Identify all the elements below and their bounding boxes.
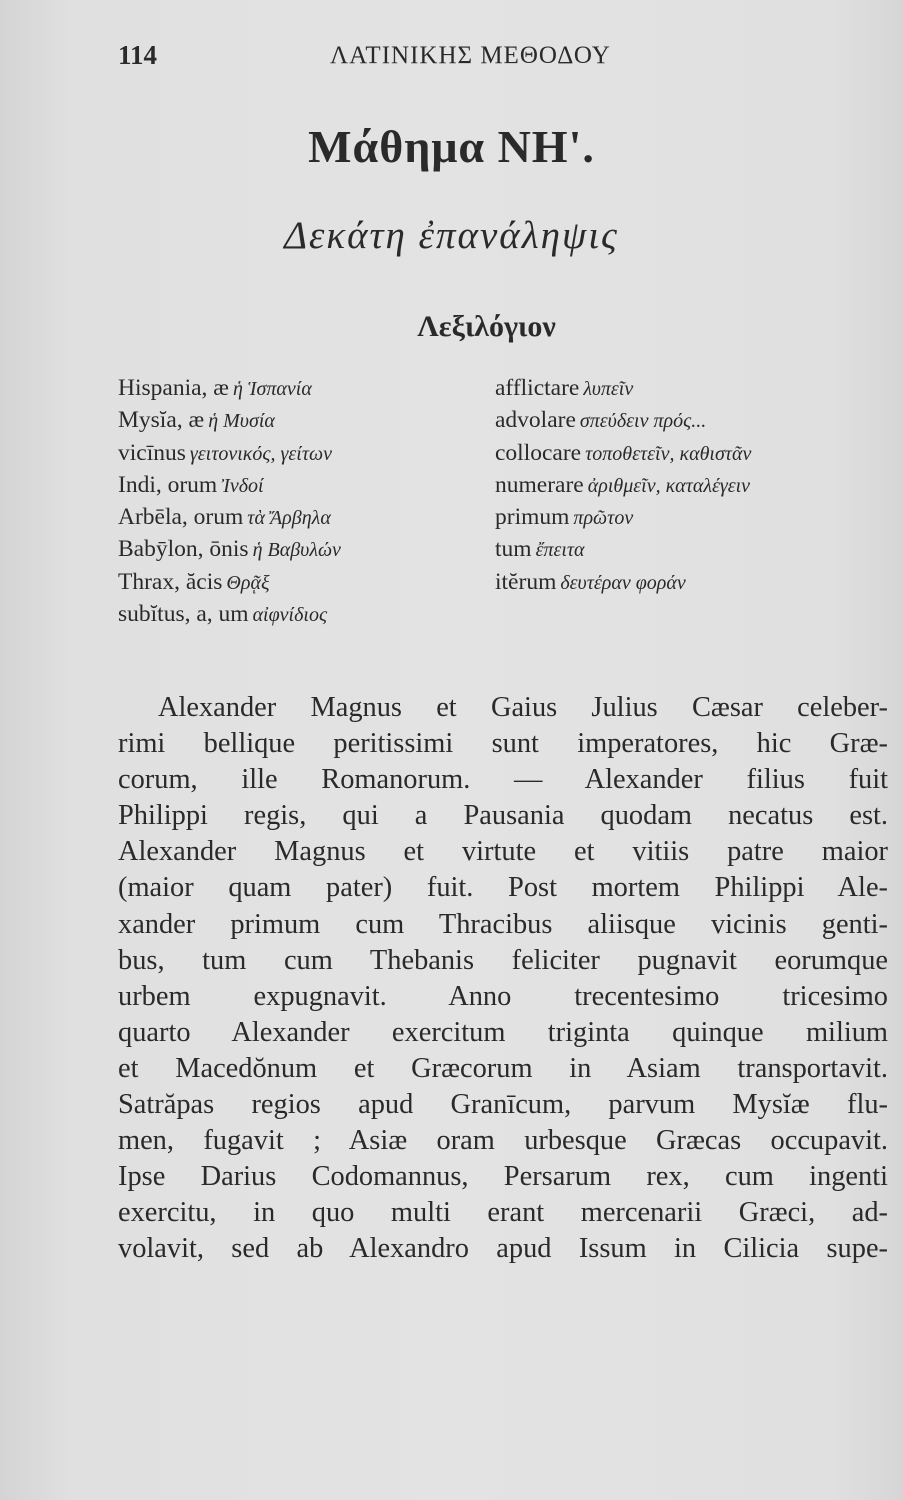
vocab-entry (118, 533, 498, 565)
latin-term: primum (495, 504, 570, 531)
latin-term: Thrax, ăcis (118, 568, 223, 595)
latin-term: advolare (495, 407, 576, 434)
latin-term: vicīnus (118, 439, 186, 466)
greek-gloss: τοποθετεῖν, καθιστᾶν (585, 442, 752, 465)
vocab-entry (495, 566, 900, 598)
lesson-title: Μάθημα ΝΗ'. (308, 121, 595, 172)
page-header (118, 40, 881, 80)
greek-gloss: ἡ Βαβυλών (252, 539, 341, 562)
vocab-entry (495, 437, 900, 469)
vocab-entry (118, 469, 498, 501)
greek-gloss: σπεύδειν πρός... (579, 410, 707, 433)
lesson-subtitle: Δεκάτη ἐπανάληψις (284, 214, 619, 257)
passage-line: men, fugavit ; Asiæ oram urbesque Græcas occupavit. (118, 1125, 888, 1157)
latin-term: collocare (495, 439, 582, 466)
passage-line: Satrăpas regios apud Granīcum, parvum Mysĭæ flu- (118, 1089, 888, 1121)
passage-line: Philippi regis, qui a Pausania quodam necatus est. (118, 800, 888, 832)
greek-gloss: ἡ Μυσία (208, 410, 275, 433)
latin-term: tum (495, 536, 532, 563)
passage-line: rimi bellique peritissimi sunt imperatores, hic Græ- (118, 728, 888, 760)
latin-term: afflictare (495, 375, 580, 401)
vocab-entry (495, 501, 900, 533)
latin-term: Indi, orum (118, 471, 218, 498)
greek-gloss: γειτονικός, γείτων (189, 442, 332, 465)
passage-line: Alexander Magnus et virtute et vitiis patre maior (118, 836, 888, 868)
vocab-entry (118, 372, 498, 404)
vocabulary-heading: Λεξιλόγιον (417, 310, 556, 343)
greek-gloss: ἡ Ἱσπανία (232, 378, 312, 400)
vocab-entry (495, 372, 900, 404)
latin-passage (118, 690, 888, 1268)
greek-gloss: Ἰνδοί (221, 474, 264, 497)
running-head: ΛΑΤΙΝΙΚΗΣ ΜΕΘΟΔΟΥ (330, 42, 611, 69)
greek-gloss: πρῶτον (573, 507, 634, 530)
latin-term: Mysĭa, æ (118, 407, 205, 434)
passage-line: Ipse Darius Codomannus, Persarum rex, cum ingenti (118, 1161, 888, 1193)
passage-line: urbem expugnavit. Anno trecentesimo tricesimo (118, 980, 888, 1012)
vocab-entry (118, 566, 498, 598)
vocab-entry (495, 404, 900, 436)
latin-term: numerare (495, 471, 584, 498)
vocab-entry (495, 533, 900, 565)
greek-gloss: Θρᾷξ (226, 571, 270, 594)
latin-term: itĕrum (495, 568, 557, 595)
passage-line: exercitu, in quo multi erant mercenarii Græci, ad- (118, 1197, 888, 1229)
greek-gloss: ἀριθμεῖν, καταλέγειν (587, 474, 751, 497)
greek-gloss: λυπεῖν (583, 378, 634, 400)
passage-line: volavit, sed ab Alexandro apud Issum in Cilicia supe- (118, 1233, 888, 1265)
vocab-entry (118, 598, 498, 630)
vocabulary-right-column (495, 372, 900, 598)
vocab-entry (495, 469, 900, 501)
latin-term: Arbēla, orum (118, 504, 244, 531)
passage-line: corum, ille Romanorum. — Alexander filius fuit (118, 764, 888, 796)
passage-line: (maior quam pater) fuit. Post mortem Philippi Ale- (118, 872, 888, 904)
greek-gloss: αἰφνίδιος (252, 604, 328, 627)
latin-term: Hispania, æ (118, 375, 229, 401)
latin-term: Babȳlon, ōnis (118, 536, 249, 563)
greek-gloss: τὰ Ἄρβηλα (247, 507, 331, 530)
latin-term: subĭtus, a, um (118, 601, 249, 628)
vocab-entry (118, 437, 498, 469)
passage-line: et Macedŏnum et Græcorum in Asiam transportavit. (118, 1052, 888, 1084)
vocab-entry (118, 404, 498, 436)
greek-gloss: δευτέραν φοράν (560, 571, 686, 594)
passage-line: bus, tum cum Thebanis feliciter pugnavit eorumque (118, 944, 888, 976)
passage-line: xander primum cum Thracibus aliisque vicinis genti- (118, 908, 888, 940)
passage-line: quarto Alexander exercitum triginta quinque milium (118, 1016, 888, 1048)
passage-line: Alexander Magnus et Gaius Julius Cæsar celeber- (158, 692, 888, 723)
page-number: 114 (118, 40, 158, 70)
vocabulary-left-column (118, 372, 498, 630)
greek-gloss: ἔπειτα (535, 539, 585, 562)
vocab-entry (118, 501, 498, 533)
